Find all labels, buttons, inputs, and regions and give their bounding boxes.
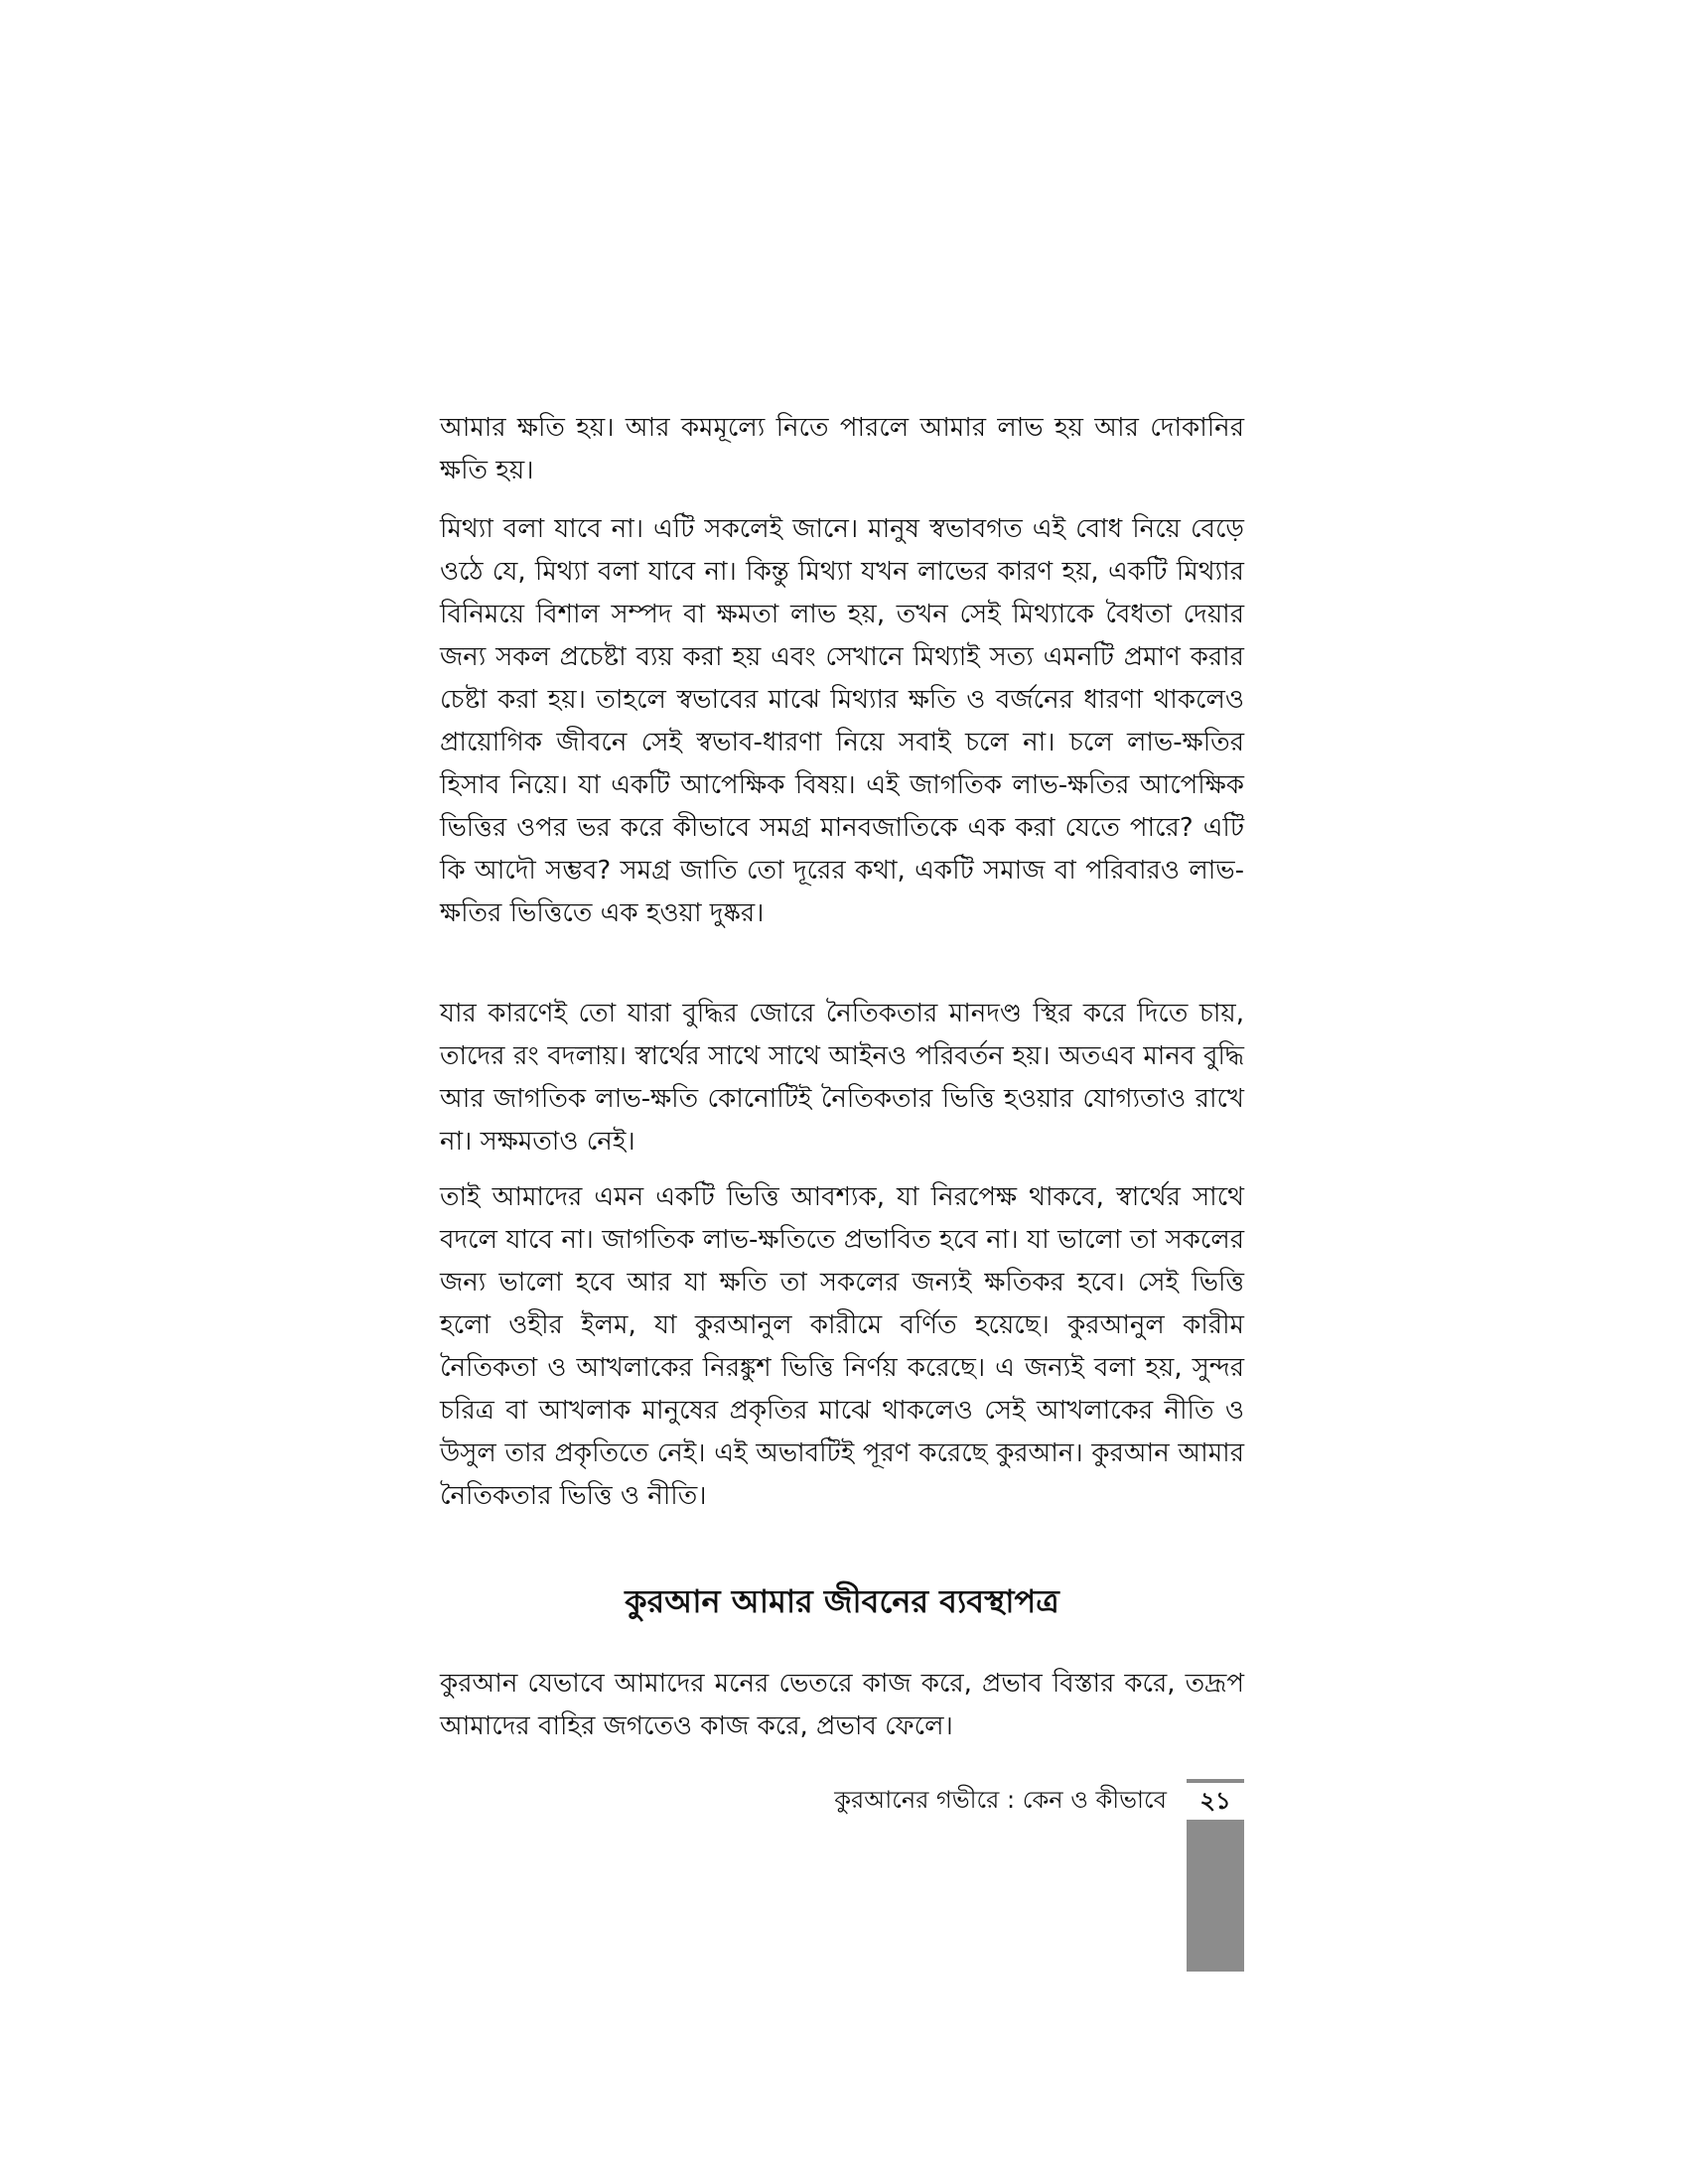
body-paragraph: কুরআন যেভাবে আমাদের মনের ভেতরে কাজ করে, প্রভাব বিস্তার করে, তদ্রূপ আমাদের বাহির জগতেও কাজ করে, প্রভাব ফেলে। [440, 1669, 1244, 1741]
body-paragraph: মিথ্যা বলা যাবে না। এটি সকলেই জানে। মানুষ স্বভাবগত এই বোধ নিয়ে বেড়ে ওঠে যে, মিথ্যা বলা যাবে না। কিন্তু মিথ্যা যখন লাভের কারণ হয়, একটি মিথ্যার বিনিময়ে বিশাল সম্পদ বা ক্ষমতা লাভ হয়, তখন সেই মিথ্যাকে বৈধতা দেয়ার জন্য সকল প্রচেষ্টা ব্যয় করা হয় এবং সেখানে মিথ্যাই সত্য এমনটি প্রমাণ করার চেষ্টা করা হয়। তাহলে স্বভাবের মাঝে মিথ্যার ক্ষতি ও বর্জনের ধারণা থাকলেও প্রায়োগিক জীবনে সেই স্বভাব-ধারণা নিয়ে সবাই চলে না। চলে লাভ-ক্ষতির হিসাব নিয়ে। যা একটি আপেক্ষিক বিষয়। এই জাগতিক লাভ-ক্ষতির আপেক্ষিক ভিত্তির ওপর ভর করে কীভাবে সমগ্র মানবজাতিকে এক করা যেতে পারে? এটি কি আদৌ সম্ভব? সমগ্র জাতি তো দূরের কথা, একটি সমাজ বা পরিবারও লাভ-ক্ষতির ভিত্তিতে এক হওয়া দুষ্কর। [440, 514, 1244, 928]
section-heading: কুরআন আমার জীবনের ব্যবস্থাপত্র [625, 1582, 1059, 1620]
body-paragraph: যার কারণেই তো যারা বুদ্ধির জোরে নৈতিকতার মানদণ্ড স্থির করে দিতে চায়, তাদের রং বদলায়। স্বার্থের সাথে সাথে আইনও পরিবর্তন হয়। অতএব মানব বুদ্ধি আর জাগতিক লাভ-ক্ষতি কোনোটিই নৈতিকতার ভিত্তি হওয়ার যোগ্যতাও রাখে না। সক্ষমতাও নেই। [440, 999, 1244, 1157]
running-footer-title: কুরআনের গভীরে : কেন ও কীভাবে [834, 1786, 1167, 1814]
body-paragraph: তাই আমাদের এমন একটি ভিত্তি আবশ্যক, যা নিরপেক্ষ থাকবে, স্বার্থের সাথে বদলে যাবে না। জাগতিক লাভ-ক্ষতিতে প্রভাবিত হবে না। যা ভালো তা সকলের জন্য ভালো হবে আর যা ক্ষতি তা সকলের জন্যই ক্ষতিকর হবে। সেই ভিত্তি হলো ওহীর ইলম, যা কুরআনুল কারীমে বর্ণিত হয়েছে। কুরআনুল কারীম নৈতিকতা ও আখলাকের নিরঙ্কুশ ভিত্তি নির্ণয় করেছে। এ জন্যই বলা হয়, সুন্দর চরিত্র বা আখলাক মানুষের প্রকৃতির মাঝে থাকলেও সেই আখলাকের নীতি ও উসুল তার প্রকৃতিতে নেই। এই অভাবটিই পূরণ করেছে কুরআন। কুরআন আমার নৈতিকতার ভিত্তি ও নীতি। [440, 1182, 1244, 1511]
page-number: ২১ [1187, 1779, 1244, 1819]
page-edge-tab [1187, 1820, 1244, 1972]
body-paragraph: আমার ক্ষতি হয়। আর কমমূল্যে নিতে পারলে আমার লাভ হয় আর দোকানির ক্ষতি হয়। [440, 413, 1244, 485]
